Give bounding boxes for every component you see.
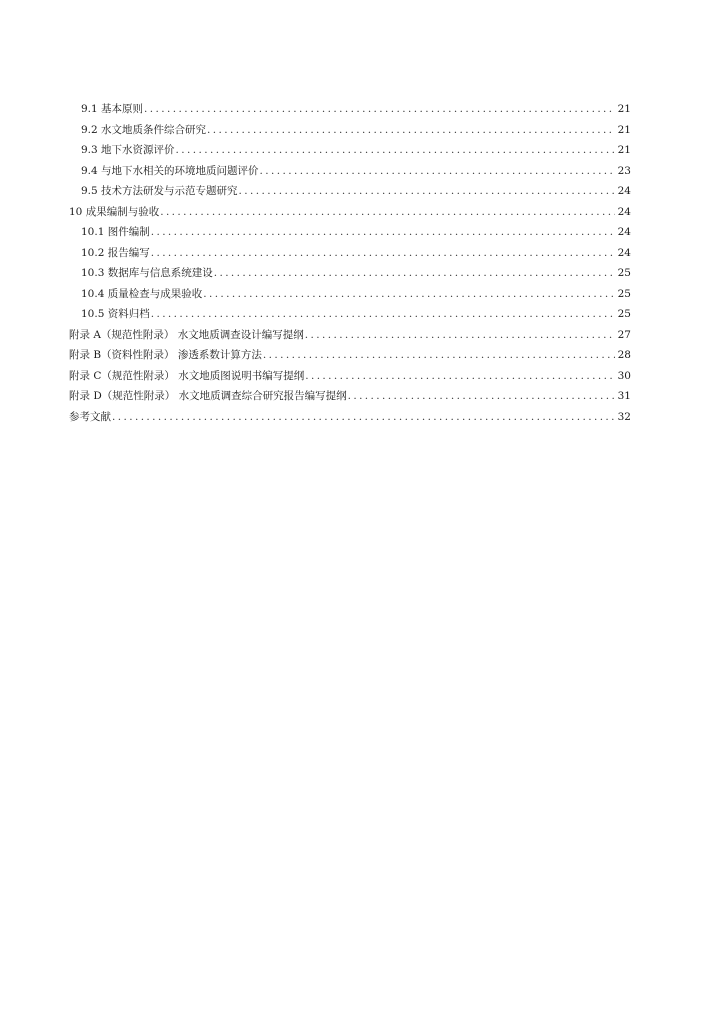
toc-leader-dots <box>112 407 615 428</box>
toc-entry-page: 25 <box>617 308 631 320</box>
toc-entry-title: 附录 D（规范性附录） 水文地质调查综合研究报告编写提纲 <box>69 390 347 402</box>
toc-entry-title: 10.2 报告编写 <box>81 246 150 259</box>
toc-entry-10-5[interactable] <box>69 304 631 325</box>
toc-entry-title: 附录 A（规范性附录） 水文地质调查设计编写提纲 <box>69 328 304 341</box>
toc-entry-10[interactable] <box>69 202 631 223</box>
toc-entry-appendix-c[interactable] <box>69 366 631 387</box>
toc-leader-dots <box>151 304 615 325</box>
table-of-contents <box>69 99 631 427</box>
toc-entry-10-2[interactable] <box>69 243 631 264</box>
toc-entry-9-5[interactable] <box>69 181 631 202</box>
toc-entry-page: 27 <box>617 328 631 341</box>
toc-entry-title: 9.1 基本原则 <box>81 103 144 115</box>
toc-entry-page: 31 <box>617 390 631 402</box>
toc-leader-dots <box>144 99 615 120</box>
toc-entry-10-3[interactable] <box>69 263 631 284</box>
toc-entry-title: 参考文献 <box>69 410 111 423</box>
toc-entry-page: 21 <box>617 123 631 136</box>
toc-leader-dots <box>214 263 615 284</box>
toc-entry-title: 10 成果编制与验收 <box>69 205 160 218</box>
toc-entry-page: 21 <box>617 103 631 115</box>
toc-leader-dots <box>160 202 615 223</box>
toc-entry-9-4[interactable] <box>69 161 631 182</box>
toc-entry-page: 25 <box>617 287 631 300</box>
toc-entry-page: 24 <box>617 246 631 259</box>
toc-leader-dots <box>260 161 615 182</box>
toc-leader-dots <box>305 325 615 346</box>
toc-entry-references[interactable] <box>69 407 631 428</box>
toc-entry-page: 24 <box>617 185 631 197</box>
toc-entry-page: 30 <box>617 369 631 382</box>
toc-entry-title: 9.5 技术方法研发与示范专题研究 <box>81 185 238 197</box>
toc-leader-dots <box>348 386 615 407</box>
toc-entry-title: 附录 B（资料性附录） 渗透系数计算方法 <box>69 349 262 361</box>
toc-entry-page: 21 <box>617 144 631 156</box>
toc-entry-title: 10.4 质量检查与成果验收 <box>81 287 203 300</box>
toc-entry-page: 28 <box>617 349 631 361</box>
toc-entry-10-4[interactable] <box>69 284 631 305</box>
toc-entry-title: 10.3 数据库与信息系统建设 <box>81 267 213 279</box>
toc-leader-dots <box>305 366 615 387</box>
toc-entry-appendix-a[interactable] <box>69 325 631 346</box>
toc-entry-appendix-d[interactable] <box>69 386 631 407</box>
toc-entry-title: 9.4 与地下水相关的环境地质问题评价 <box>81 164 259 177</box>
toc-entry-page: 24 <box>617 205 631 218</box>
toc-entry-9-1[interactable] <box>69 99 631 120</box>
toc-entry-9-2[interactable] <box>69 120 631 141</box>
toc-entry-page: 24 <box>617 226 631 238</box>
toc-leader-dots <box>203 284 615 305</box>
toc-entry-title: 9.3 地下水资源评价 <box>81 144 175 156</box>
toc-leader-dots <box>151 243 615 264</box>
toc-leader-dots <box>176 140 615 161</box>
toc-leader-dots <box>207 120 615 141</box>
toc-entry-title: 附录 C（规范性附录） 水文地质图说明书编写提纲 <box>69 369 305 382</box>
toc-leader-dots <box>263 345 615 366</box>
toc-entry-10-1[interactable] <box>69 222 631 243</box>
toc-entry-page: 23 <box>617 164 631 177</box>
toc-leader-dots <box>239 181 615 202</box>
toc-entry-title: 10.5 资料归档 <box>81 308 150 320</box>
toc-entry-appendix-b[interactable] <box>69 345 631 366</box>
toc-entry-page: 32 <box>617 410 631 423</box>
toc-leader-dots <box>151 222 615 243</box>
toc-entry-9-3[interactable] <box>69 140 631 161</box>
toc-entry-page: 25 <box>617 267 631 279</box>
toc-entry-title: 9.2 水文地质条件综合研究 <box>81 123 207 136</box>
toc-entry-title: 10.1 图件编制 <box>81 226 150 238</box>
